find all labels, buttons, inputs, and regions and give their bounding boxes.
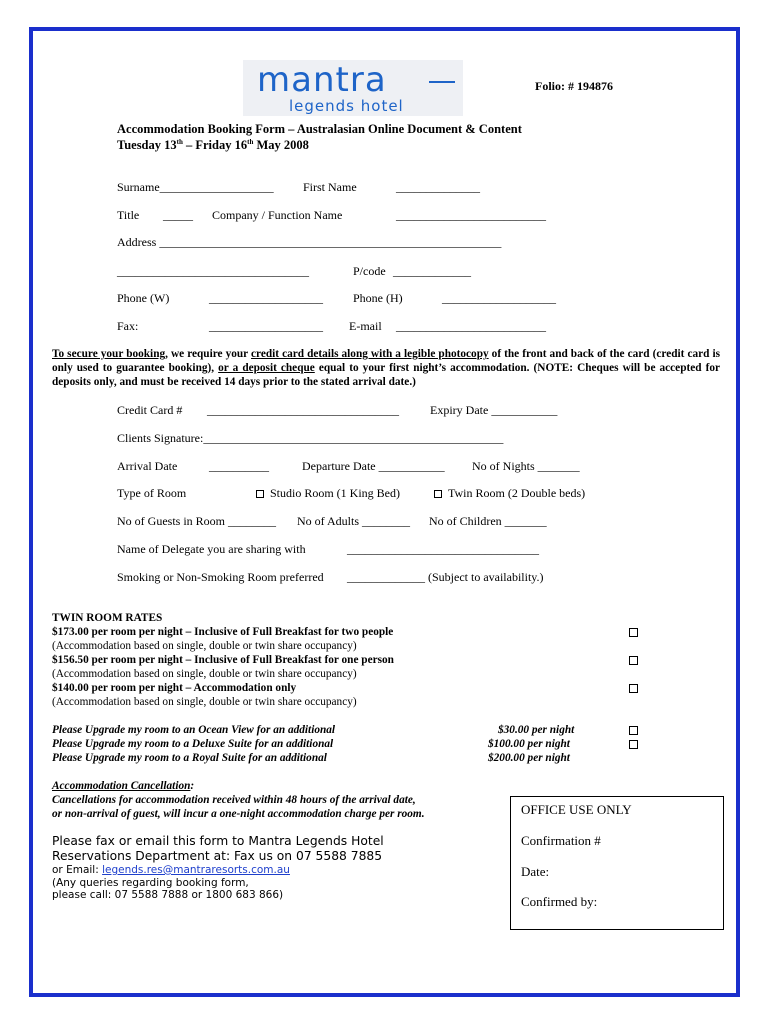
contact-line-2: Reservations Department at: Fax us on 07 5588 7885: [52, 849, 383, 863]
signature-field[interactable]: Clients Signature:__________________________________________________: [117, 431, 504, 445]
arrival-date-field[interactable]: __________: [209, 459, 269, 473]
phone-h-label: Phone (H): [353, 291, 403, 305]
confirmation-field[interactable]: Confirmation #: [521, 833, 601, 848]
address-field[interactable]: Address _________________________________________________________: [117, 235, 502, 249]
studio-room-option[interactable]: Studio Room (1 King Bed): [256, 486, 400, 501]
smoking-label: Smoking or Non-Smoking Room preferred: [117, 570, 324, 584]
office-use-box: [510, 796, 724, 930]
credit-card-field[interactable]: ________________________________: [207, 403, 399, 417]
fax-label: Fax:: [117, 319, 139, 333]
rate-note: (Accommodation based on single, double or twin share occupancy): [52, 640, 357, 652]
company-label: Company / Function Name: [212, 208, 343, 222]
departure-date-field[interactable]: Departure Date ___________: [302, 459, 445, 473]
office-heading: OFFICE USE ONLY: [521, 802, 632, 817]
email-label: E-mail: [349, 319, 382, 333]
cancellation-heading: Accommodation Cancellation:: [52, 780, 195, 792]
delegate-label: Name of Delegate you are sharing with: [117, 542, 306, 556]
upgrade-price: $200.00 per night: [488, 752, 570, 764]
room-type-label: Type of Room: [117, 486, 187, 500]
title-field[interactable]: _____: [163, 208, 193, 222]
upgrade-ocean-checkbox[interactable]: [629, 726, 638, 735]
date-field[interactable]: Date:: [521, 864, 550, 879]
rate-note: (Accommodation based on single, double or twin share occupancy): [52, 696, 357, 708]
title-label: Title: [117, 208, 140, 222]
upgrade-price: $100.00 per night: [488, 738, 570, 750]
twin-room-option[interactable]: Twin Room (2 Double beds): [434, 486, 585, 501]
surname-field[interactable]: Surname___________________: [117, 180, 274, 194]
rate-2-checkbox[interactable]: [629, 656, 638, 665]
rates-heading: TWIN ROOM RATES: [52, 612, 163, 624]
phone-w-label: Phone (W): [117, 291, 170, 305]
arrival-date-label: Arrival Date: [117, 459, 178, 473]
rate-title: $140.00 per room per night – Accommodation only: [52, 682, 297, 694]
smoking-field[interactable]: _____________ (Subject to availability.): [347, 570, 544, 584]
email-field[interactable]: _________________________: [396, 319, 546, 333]
folio-number: Folio: # 194876: [535, 79, 613, 93]
email-link[interactable]: legends.res@mantraresorts.com.au: [102, 864, 290, 876]
nights-field[interactable]: No of Nights _______: [472, 459, 580, 473]
confirmed-by-field[interactable]: Confirmed by:: [521, 894, 598, 909]
form-title: Accommodation Booking Form – Australasian Online Document & Content: [117, 122, 522, 136]
cancellation-line-2: or non-arrival of guest, will incur a one-night accommodation charge per room.: [52, 808, 425, 820]
rate-title: $173.00 per room per night – Inclusive of Full Breakfast for two people: [52, 626, 394, 638]
hotel-logo: [243, 60, 463, 116]
delegate-field[interactable]: ________________________________: [347, 542, 539, 556]
logo-sub: legends hotel: [289, 97, 404, 115]
first-name-field[interactable]: ______________: [396, 180, 480, 194]
logo-brand: mantra: [257, 60, 387, 100]
upgrade-label: Please Upgrade my room to a Deluxe Suite for an additional: [52, 738, 334, 750]
expiry-date-field[interactable]: Expiry Date ___________: [430, 403, 558, 417]
adults-field[interactable]: No of Adults ________: [297, 514, 411, 528]
upgrade-deluxe-checkbox[interactable]: [629, 740, 638, 749]
logo-dash: [429, 81, 455, 83]
contact-line-1: Please fax or email this form to Mantra Legends Hotel: [52, 834, 384, 848]
credit-card-label: Credit Card #: [117, 403, 183, 417]
phone-h-field[interactable]: ___________________: [442, 291, 556, 305]
phone-w-field[interactable]: ___________________: [209, 291, 323, 305]
pcode-field[interactable]: _____________: [393, 264, 471, 278]
company-field[interactable]: _________________________: [396, 208, 546, 222]
checkbox-icon[interactable]: [434, 490, 442, 498]
secure-booking-notice: To secure your booking, we require your credit card details along with a legible photocopy of the front and back of the card (credit card is only used to guarantee booking), or a deposit cheque equal to your first night’s accommodation. (NOTE: Cheques will be accepted for deposits only, and must be received 14 days prior to the stated arrival date.): [52, 348, 721, 388]
fax-field[interactable]: ___________________: [209, 319, 323, 333]
guests-field[interactable]: No of Guests in Room ________: [117, 514, 276, 528]
rate-3-checkbox[interactable]: [629, 684, 638, 693]
children-field[interactable]: No of Children _______: [429, 514, 547, 528]
contact-email-line: or Email: legends.res@mantraresorts.com.au: [52, 864, 290, 876]
pcode-label: P/code: [353, 264, 386, 278]
upgrade-label: Please Upgrade my room to an Ocean View for an additional: [52, 724, 336, 736]
rate-note: (Accommodation based on single, double or twin share occupancy): [52, 668, 357, 680]
upgrade-label: Please Upgrade my room to a Royal Suite for an additional: [52, 752, 327, 764]
first-name-label: First Name: [303, 180, 357, 194]
rate-1-checkbox[interactable]: [629, 628, 638, 637]
event-dates: Tuesday 13th – Friday 16th May 2008: [117, 138, 309, 153]
cancellation-line-1: Cancellations for accommodation received within 48 hours of the arrival date,: [52, 794, 416, 806]
contact-line-5: please call: 07 5588 7888 or 1800 683 866): [52, 889, 284, 901]
upgrade-price: $30.00 per night: [498, 724, 575, 736]
contact-line-4: (Any queries regarding booking form,: [52, 877, 249, 889]
address-line-2[interactable]: ________________________________: [117, 264, 309, 278]
rate-title: $156.50 per room per night – Inclusive of Full Breakfast for one person: [52, 654, 394, 666]
checkbox-icon[interactable]: [256, 490, 264, 498]
